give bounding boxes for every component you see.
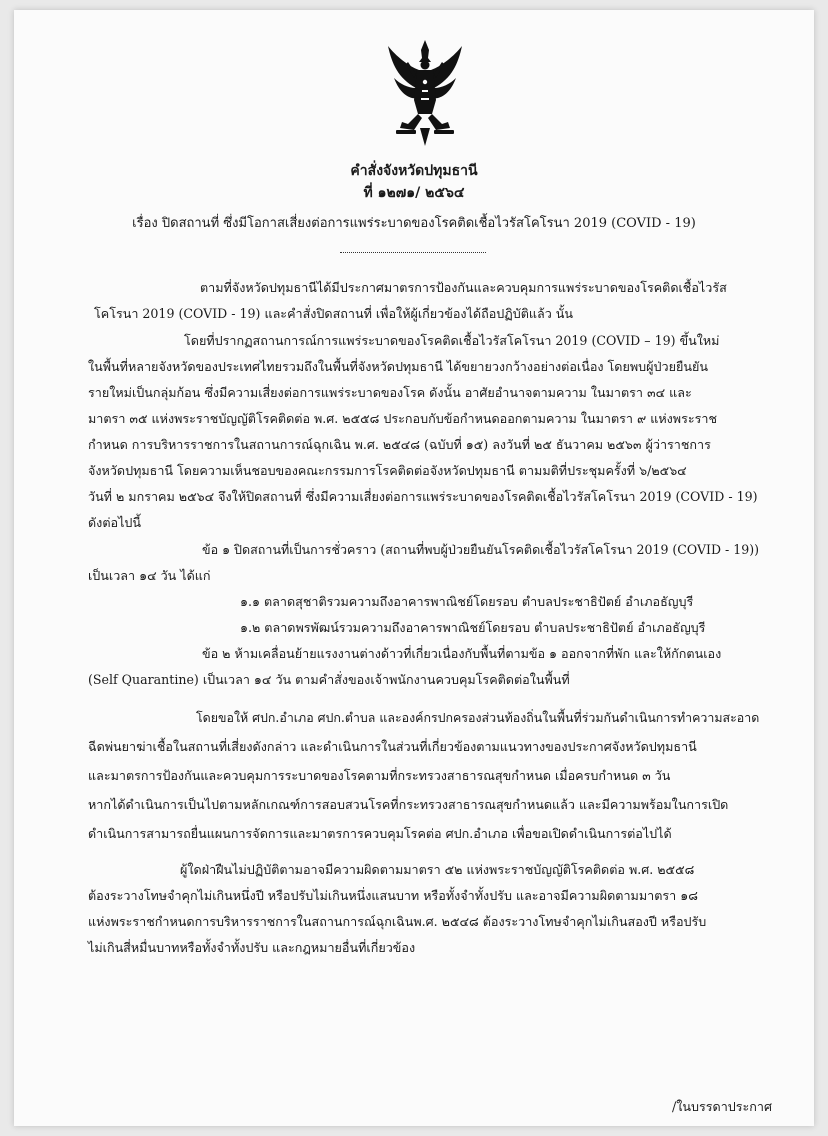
penalty-paragraph: ผู้ใดฝ่าฝืนไม่ปฏิบัติตามอาจมีความผิดตามมาตรา ๕๒ แห่งพระราชบัญญัติโรคติดต่อ พ.ศ. ๒๕๕๘ xyxy=(180,862,695,877)
garuda-emblem-icon xyxy=(386,38,464,148)
body-line: วันที่ ๒ มกราคม ๒๕๖๔ จึงให้ปิดสถานที่ ซึ่งมีความเสี่ยงต่อการแพร่ระบาดของโรคติดเชื้อไวรัสโคโรนา 2019 (COVID - 19) xyxy=(88,489,758,504)
clause-2: ข้อ ๒ ห้ามเคลื่อนย้ายแรงงานต่างด้าวที่เกี่ยวเนื่องกับพื้นที่ตามข้อ ๑ ออกจากที่พัก และให้กักตนเอง xyxy=(202,646,722,661)
clause-1-item: ๑.๒ ตลาดพรพัฒน์รวมความถึงอาคารพาณิชย์โดยรอบ ตำบลประชาธิปัตย์ อำเภอธัญบุรี xyxy=(240,620,706,635)
body-line: รายใหม่เป็นกลุ่มก้อน ซึ่งมีความเสี่ยงต่อการแพร่ระบาดของโรค ดังนั้น อาศัยอำนาจตามความ ในมาตรา ๓๔ และ xyxy=(88,385,692,400)
document-number: ที่ ๑๒๗๑/ ๒๕๖๔ xyxy=(363,185,465,201)
continuation-marker: /ในบรรดาประกาศ xyxy=(672,1099,772,1114)
body-line: ไม่เกินสี่หมื่นบาทหรือทั้งจำทั้งปรับ และกฎหมายอื่นที่เกี่ยวข้อง xyxy=(88,940,416,955)
dotted-divider xyxy=(340,252,486,253)
clause-1: ข้อ ๑ ปิดสถานที่เป็นการชั่วคราว (สถานที่พบผู้ป่วยยืนยันโรคติดเชื้อไวรัสโคโรนา 2019 (COVID - 19)) xyxy=(202,542,760,557)
body-line: กำหนด การบริหารราชการในสถานการณ์ฉุกเฉิน พ.ศ. ๒๕๔๘ (ฉบับที่ ๑๕) ลงวันที่ ๒๕ ธันวาคม ๒๕๖๓ ผู้ว่าราชการ xyxy=(88,437,711,452)
body-line: แห่งพระราชกำหนดการบริหารราชการในสถานการณ์ฉุกเฉินพ.ศ. ๒๕๔๘ ต้องระวางโทษจำคุกไม่เกินสองปี หรือปรับ xyxy=(88,914,707,929)
body-line: ฉีดพ่นยาฆ่าเชื้อในสถานที่เสี่ยงดังกล่าว และดำเนินการในส่วนที่เกี่ยวข้องตามแนวทางของประกาศจังหวัดปทุมธานี xyxy=(88,739,697,754)
body-line: เป็นเวลา ๑๔ วัน ได้แก่ xyxy=(88,568,211,583)
body-line: ตามที่จังหวัดปทุมธานีได้มีประกาศมาตรการป้องกันและควบคุมการแพร่ระบาดของโรคติดเชื้อไวรัส xyxy=(200,280,727,295)
body-line: ต้องระวางโทษจำคุกไม่เกินหนึ่งปี หรือปรับไม่เกินหนึ่งแสนบาท หรือทั้งจำทั้งปรับ และอาจมีความผิดตามมาตรา ๑๘ xyxy=(88,888,698,903)
order-title: คำสั่งจังหวัดปทุมธานี xyxy=(350,163,478,179)
body-line: โดยที่ปรากฏสถานการณ์การแพร่ระบาดของโรคติดเชื้อไวรัสโคโรนา 2019 (COVID – 19) ขึ้นใหม่ xyxy=(184,333,720,348)
clause-1-item: ๑.๑ ตลาดสุชาติรวมความถึงอาคารพาณิชย์โดยรอบ ตำบลประชาธิปัตย์ อำเภอธัญบุรี xyxy=(240,594,694,609)
body-line: จังหวัดปทุมธานี โดยความเห็นชอบของคณะกรรมการโรคติดต่อจังหวัดปทุมธานี ตามมติที่ประชุมครั้งที่ ๖/๒๕๖๔ xyxy=(88,463,687,478)
order-subject: เรื่อง ปิดสถานที่ ซึ่งมีโอกาสเสี่ยงต่อการแพร่ระบาดของโรคติดเชื้อไวรัสโคโรนา 2019 (COVID - 19) xyxy=(132,216,696,231)
body-line: โดยขอให้ ศปก.อำเภอ ศปก.ตำบล และองค์กรปกครองส่วนท้องถิ่นในพื้นที่ร่วมกันดำเนินการทำความสะอาด xyxy=(196,710,760,725)
body-line: ในพื้นที่หลายจังหวัดของประเทศไทยรวมถึงในพื้นที่จังหวัดปทุมธานี ได้ขยายวงกว้างอย่างต่อเนื่อง โดยพบผู้ป่วยยืนยัน xyxy=(88,359,708,374)
body-line: ดังต่อไปนี้ xyxy=(88,515,142,530)
body-line: และมาตรการป้องกันและควบคุมการระบาดของโรคตามที่กระทรวงสาธารณสุขกำหนด เมื่อครบกำหนด ๓ วัน xyxy=(88,768,671,783)
body-line: (Self Quarantine) เป็นเวลา ๑๔ วัน ตามคำสั่งของเจ้าพนักงานควบคุมโรคติดต่อในพื้นที่ xyxy=(88,672,570,687)
body-line: ดำเนินการสามารถยื่นแผนการจัดการและมาตรการควบคุมโรคต่อ ศปก.อำเภอ เพื่อขอเปิดดำเนินการต่อไปได้ xyxy=(88,826,672,841)
body-line: มาตรา ๓๕ แห่งพระราชบัญญัติโรคติดต่อ พ.ศ. ๒๕๕๘ ประกอบกับข้อกำหนดออกตามความ ในมาตรา ๙ แห่งพระราช xyxy=(88,411,718,426)
body-line: โคโรนา 2019 (COVID - 19) และคำสั่งปิดสถานที่ เพื่อให้ผู้เกี่ยวข้องได้ถือปฏิบัติแล้ว นั้น xyxy=(94,306,574,321)
body-line: หากได้ดำเนินการเป็นไปตามหลักเกณฑ์การสอบสวนโรคที่กระทรวงสาธารณสุขกำหนดแล้ว และมีความพร้อมในการเปิด xyxy=(88,797,729,812)
document-page xyxy=(14,10,814,1126)
